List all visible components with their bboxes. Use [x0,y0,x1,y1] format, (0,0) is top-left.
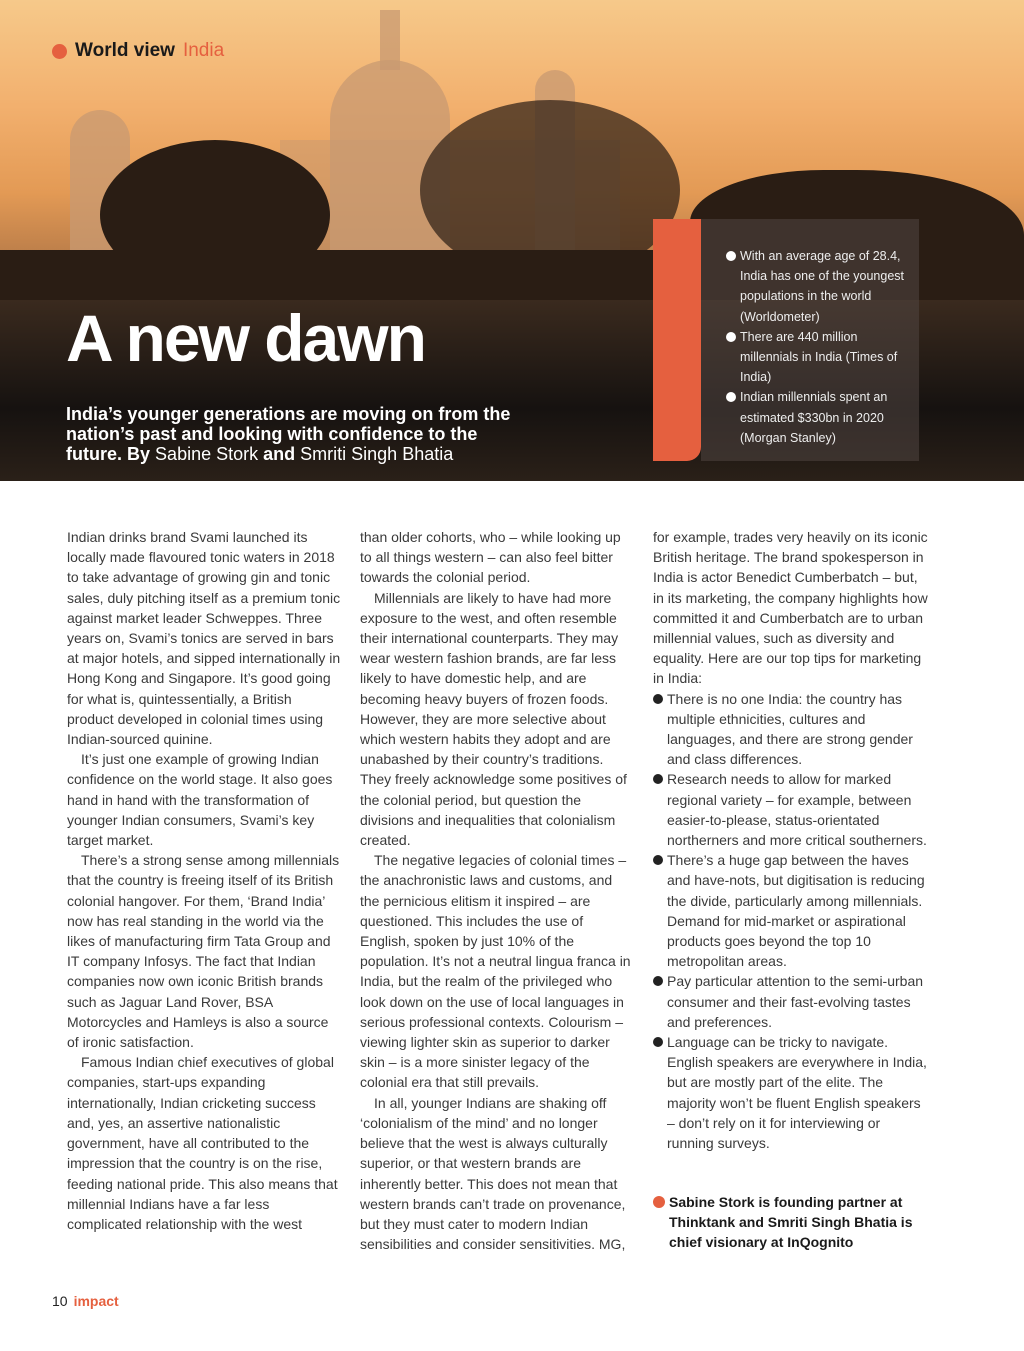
magazine-logo: impact [73,1293,119,1309]
paragraph: There’s a strong sense among millennials that the country is freeing itself of its British colonial hangover. For them, ‘Brand India’ now has real standing in the world via the likes of manufacturing firm Tata Group and IT company Infosys. The fact that Indian companies now own iconic British brands such as Jaguar Land Rover, BSA Motorcycles and Hamleys is also a source of ironic satisfaction. [67,852,340,1051]
paragraph: Indian drinks brand Svami launched its locally made flavoured tonic waters in 2018 to take advantage of growing gin and tonic sales, duly pitching itself as a premium tonic against market leader Schweppes. Three years on, Svami’s tonics are served in bars at major hotels, and sipped internationally in Hong Kong and Singapore. It’s good going for what is, quintessentially, a British product developed in colonial times using Indian-sourced quinine. [67,529,341,748]
paragraph: Millennials are likely to have had more exposure to the west, and often resemble their international counterparts. They may wear western fashion brands, are far less likely to have domestic help, and are becoming heavy buyers of frozen foods. However, they are more selective about which western habits they adopt and are unabashed by their country’s traditions. They freely acknowledge some positives of the colonial period, but question the divisions and inequalities that colonialism created. [360,589,627,849]
tip-item: Language can be tricky to navigate. English speakers are everywhere in India, but are mostly part of the elite. The majority won’t be fluent English speakers – don’t rely on it for interviewing or running surveys. [653,1032,928,1153]
paragraph: The negative legacies of colonial times – the anachronistic laws and customs, and the pernicious elitism it inspired – are questioned. This includes the use of English, spoken by just 10% of the population. It’s not a neutral lingua franca in India, but the realm of the privileged who look down on the use of local languages in serious professional contexts. Colourism – viewing lighter skin as superior to darker skin – is a more sinister legacy of the colonial era that still prevails. [360,852,631,1091]
stats-list [726,246,916,448]
tip-item: Pay particular attention to the semi-urban consumer and their fast-evolving tastes and preferences. [653,971,928,1032]
bullet-dot-icon [52,44,67,59]
author-bio: Sabine Stork is founding partner at Thinktank and Smriti Singh Bhatia is chief visionary at InQognito [653,1192,928,1253]
folio [52,1293,119,1309]
body-column-1 [67,527,342,1234]
stat-item: There are 440 million millennials in India (Times of India) [726,327,916,388]
byline-by: By [127,444,151,464]
body-column-3 [653,527,928,1153]
headline: A new dawn [66,301,425,375]
stats-accent-bar [653,219,701,461]
stat-item: Indian millennials spent an estimated $330bn in 2020 (Morgan Stanley) [726,387,916,448]
page-number: 10 [52,1293,68,1309]
standfirst [66,404,526,464]
paragraph: for example, trades very heavily on its iconic British heritage. The brand spokesperson in India is actor Benedict Cumberbatch – but, in its marketing, the company highlights how committed it and Cumberbatch are to urban millennial values, such as diversity and equality. Here are our top tips for marketing in India: [653,529,928,687]
section-label: World view [75,40,175,61]
paragraph: In all, younger Indians are shaking off ‘colonialism of the mind’ and no longer believe that the west is always culturally superior, or that western brands are inherently better. This does not mean that western brands can’t trade on provenance, but they must cater to modern Indian sensibilities and consider sensitivities. MG, [360,1094,626,1253]
body-column-2 [360,527,635,1254]
tip-item: Research needs to allow for marked regional variety – for example, between easier-to-please, status-orientated northerners and more critical southerners. [653,769,928,850]
author-1: Sabine Stork [155,444,259,464]
region-label: India [182,40,225,61]
paragraph: Famous Indian chief executives of global companies, start-ups expanding internationally, Indian cricketing success and, yes, an assertive nationalistic government, have all contributed to the impression that the country is on the rise, feeding national pride. This also means that millennial Indians have a far less complicated relationship with the west [67,1054,338,1232]
tip-item: There is no one India: the country has multiple ethnicities, cultures and languages, and there are strong gender and class differences. [653,689,928,770]
tips-list [653,689,928,1154]
byline-and: and [263,444,296,464]
stat-item: With an average age of 28.4, India has one of the youngest populations in the world (Worldometer) [726,246,916,327]
paragraph: than older cohorts, who – while looking up to all things western – can also feel bitter towards the colonial period. [360,529,621,586]
author-2: Smriti Singh Bhatia [300,444,454,464]
standfirst-text: India’s younger generations are moving on from the nation’s past and looking with confidence to the future. [66,404,511,464]
section-kicker [52,40,224,62]
paragraph: It’s just one example of growing Indian confidence on the world stage. It also goes hand in hand with the transformation of younger Indian consumers, Svami’s key target market. [67,751,333,849]
tip-item: There’s a huge gap between the haves and have-nots, but digitisation is reducing the divide, particularly among millennials. Demand for mid-market or aspirational products goes beyond the top 10 metropolitan areas. [653,850,928,971]
